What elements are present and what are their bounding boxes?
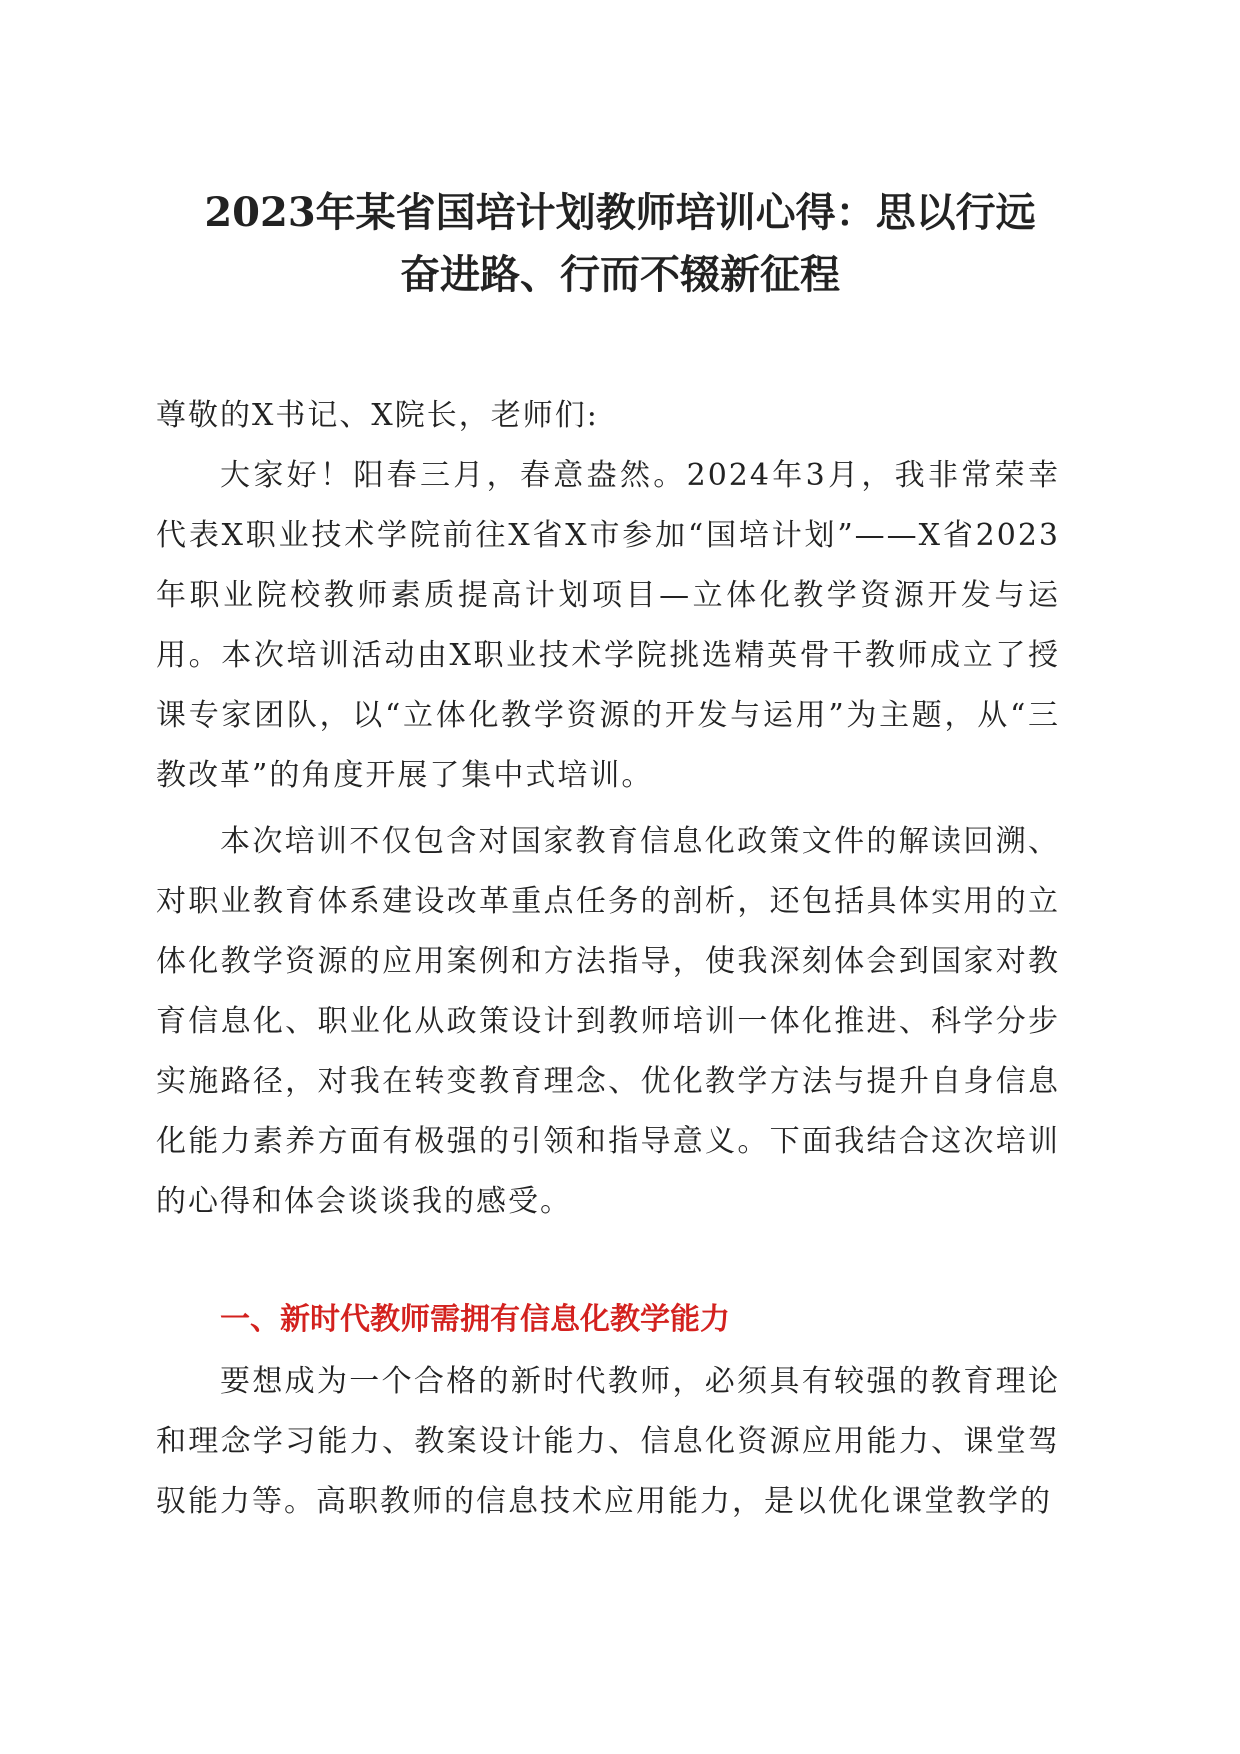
document-title (140, 182, 1100, 306)
salutation: 尊敬的X书记、X院长，老师们: (156, 398, 599, 433)
title-line-2: 奋进路、行而不辍新征程 (400, 251, 840, 298)
paragraph-training-content: 本次培训不仅包含对国家教育信息化政策文件的解读回溯、对职业教育体系建设改革重点任务的剖析，还包括具体实用的立体化教学资源的应用案例和方法指导，使我深刻体会到国家对教育信息化、职业化从政策设计到教师培训一体化推进、科学分步实施路径，对我在转变教育理念、优化教学方法与提升自身信息化能力素养方面有极强的引领和指导意义。下面我结合这次培训的心得和体会谈谈我的感受。 (156, 824, 1060, 1219)
paragraph-intro: 大家好！阳春三月，春意盎然。2024年3月，我非常荣幸代表X职业技术学院前往X省X市参加“国培计划”——X省2023年职业院校教师素质提高计划项目—立体化教学资源开发与运用。本次培训活动由X职业技术学院挑选精英骨干教师成立了授课专家团队，以“立体化教学资源的开发与运用”为主题，从“三教改革”的角度开展了集中式培训。 (156, 458, 1060, 793)
title-line-1: 2023年某省国培计划教师培训心得：思以行远 (204, 189, 1036, 236)
section-heading-1: 一、新时代教师需拥有信息化教学能力 (220, 1302, 730, 1337)
paragraph-section-1: 要想成为一个合格的新时代教师，必须具有较强的教育理论和理念学习能力、教案设计能力、信息化资源应用能力、课堂驾驭能力等。高职教师的信息技术应用能力，是以优化课堂教学的 (156, 1364, 1060, 1519)
